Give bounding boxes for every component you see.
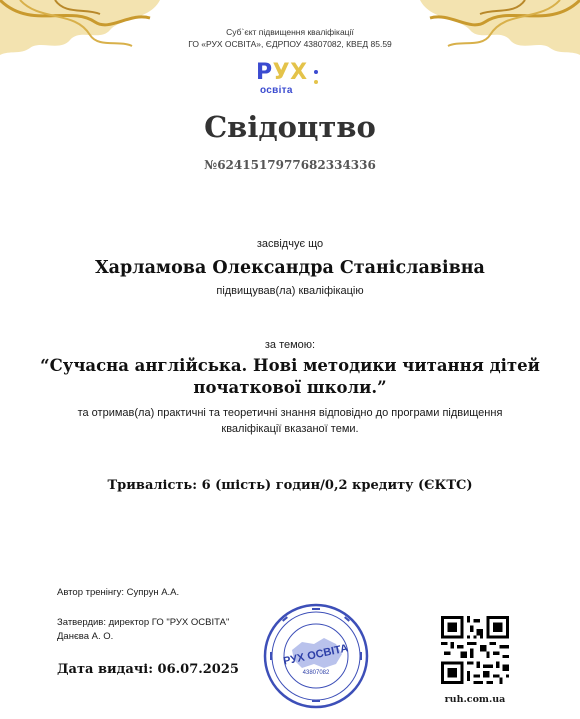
topic-label: за темою: [264,339,316,351]
approved-by-line-1: Затвердив: директор ГО "РУХ ОСВІТА" [57,617,230,628]
topic-title: “Сучасна англійська. Нові методики читання дітей початкової школи.” [40,356,540,397]
website-link[interactable]: ruh.com.ua [444,694,506,705]
organization-seal [262,602,370,710]
certificate-title: Свідоцтво [204,110,376,144]
issuer-block [0,26,580,50]
certifies-text: засвідчує що [256,238,324,250]
qualified-text: підвищував(ла) кваліфікацію [216,285,364,297]
duration-text: Тривалість: 6 (шість) годин/0,2 кредиту (ЄКТС) [107,478,473,493]
issue-date: Дата видачі: 06.07.2025 [57,662,239,677]
recipient-name: Харламова Олександра Станіславівна [95,258,485,278]
issuer-line-2: ГО «РУХ ОСВІТА», ЄДРПОУ 43807082, КВЕД 85.59 [188,39,392,49]
seal-center-text: РУХ ОСВІТА [282,642,350,668]
logo-subtitle: освіта [260,85,293,96]
trainer-author: Автор тренінгу: Супрун А.А. [57,587,180,598]
issuer-line-1: Суб`єкт підвищення кваліфікації [226,27,354,37]
ruh-osvita-logo [250,60,330,100]
qr-code[interactable] [441,616,509,684]
approved-by-line-2: Данєва А. О. [57,631,114,642]
received-text: та отримав(ла) практичні та теоретичні знання відповідно до програми підвищення кваліфікації вказаної теми. [77,407,503,435]
logo-word: РУХ [256,60,308,85]
certificate-number: №6241517977682334336 [204,158,376,172]
seal-code: 43807082 [302,670,330,676]
